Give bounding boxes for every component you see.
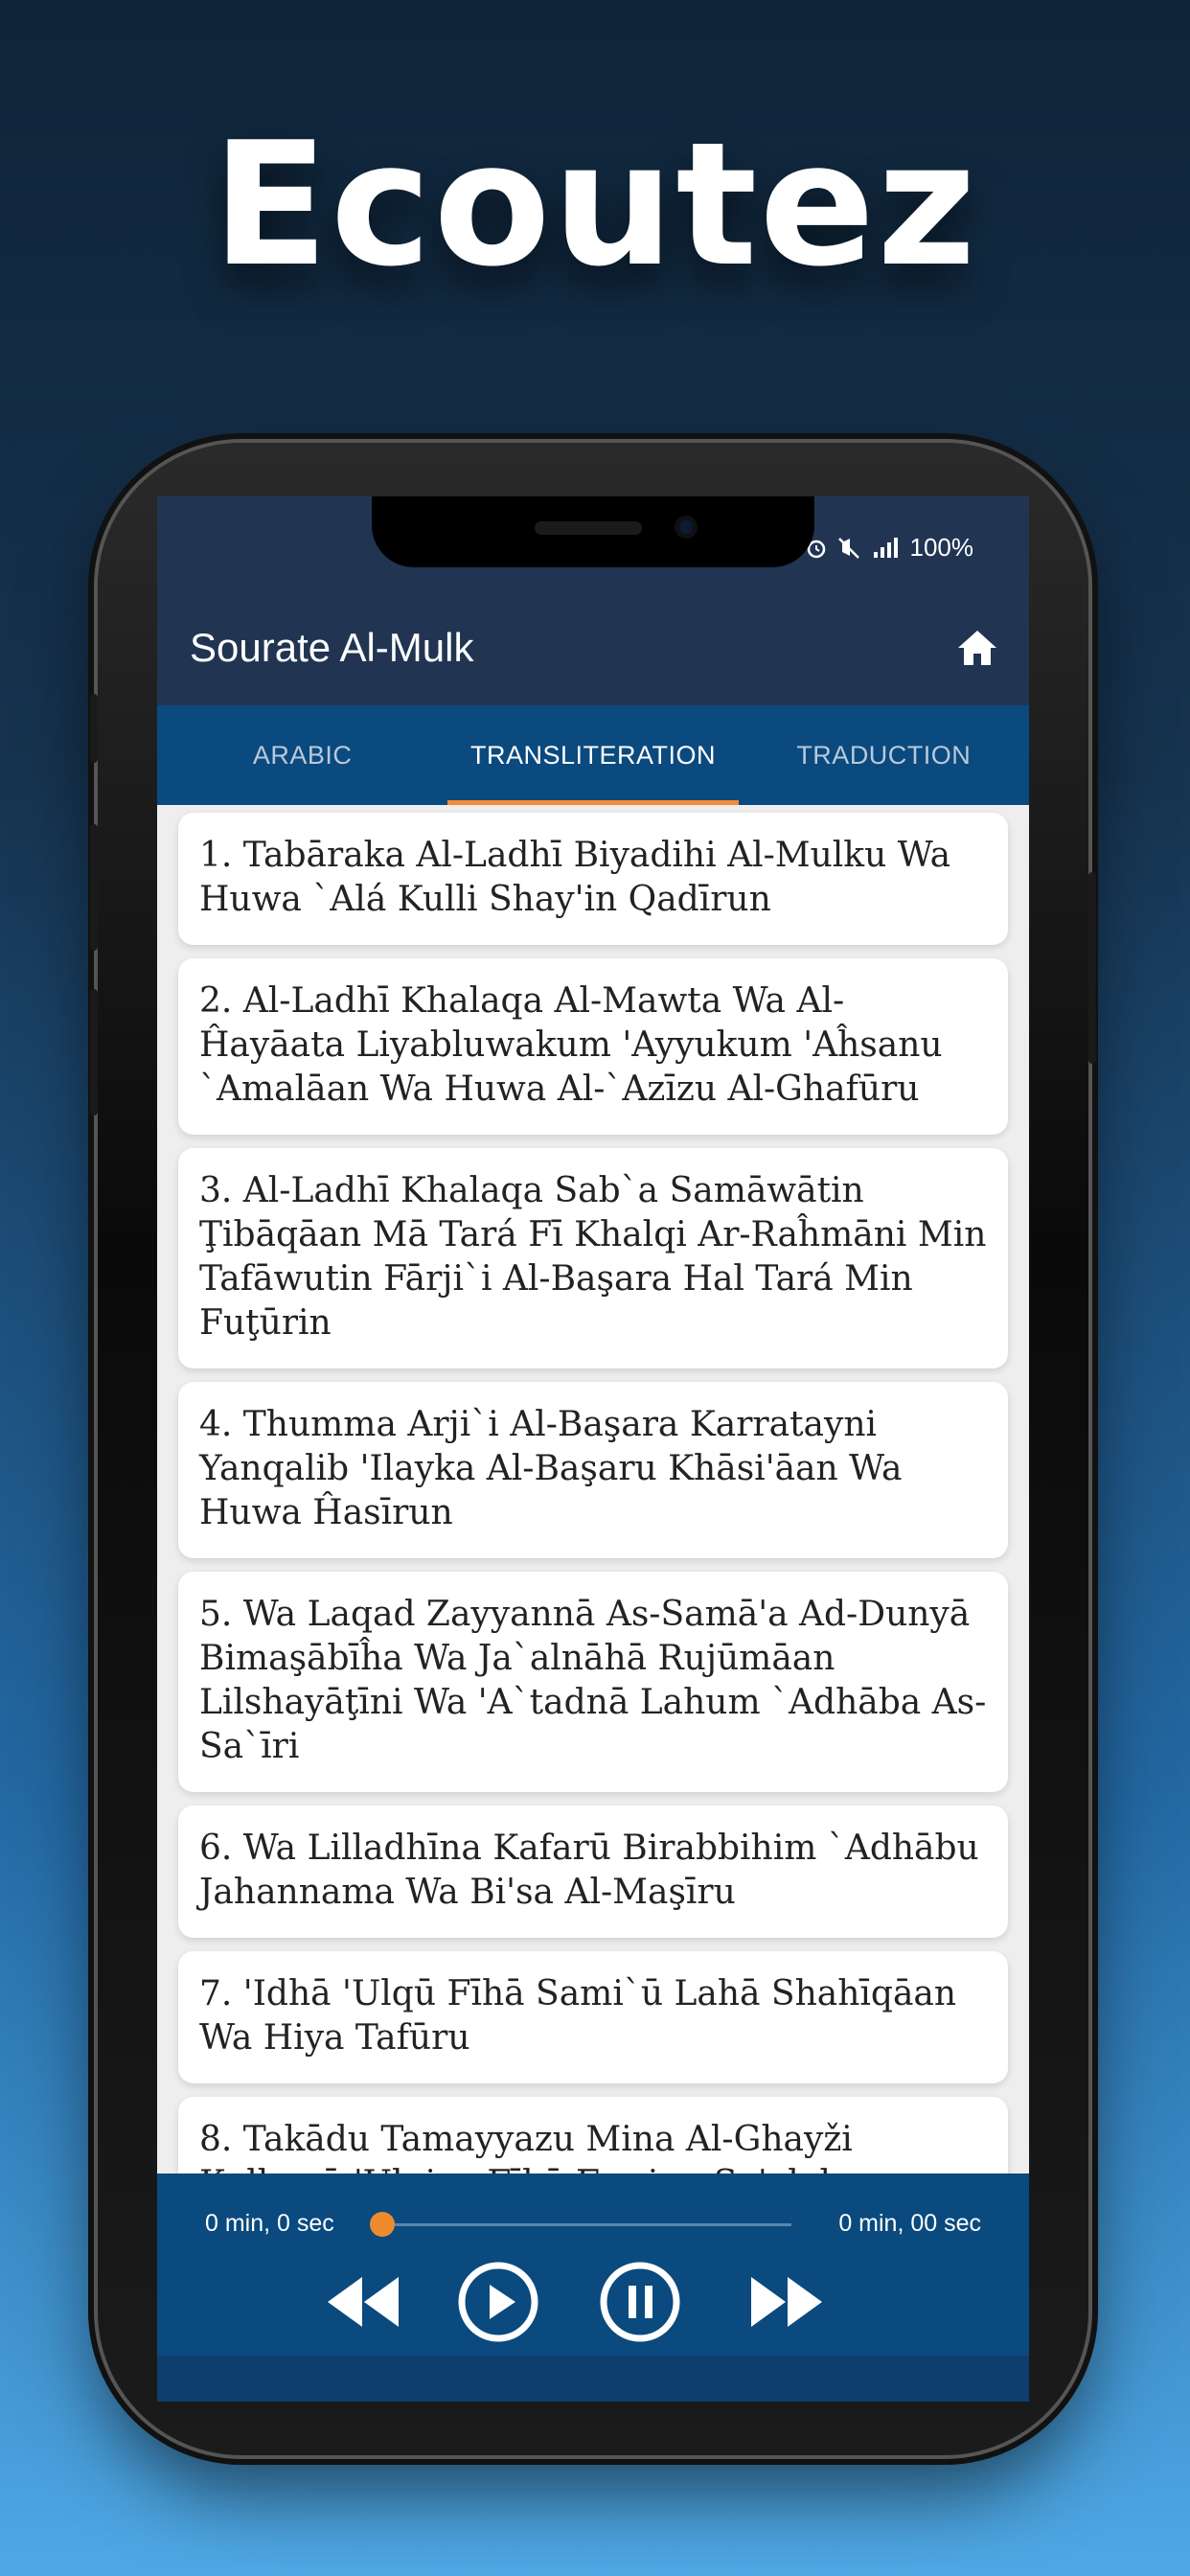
home-icon[interactable] [954,625,1000,671]
verse-card[interactable]: 7. 'Idhā 'Ulqū Fīhā Sami`ū Lahā Shahīqāan Wa Hiya Tafūru [178,1951,1008,2083]
verse-card[interactable]: 6. Wa Lilladhīna Kafarū Birabbihim `Adhābu Jahannama Wa Bi'sa Al-Maşīru [178,1806,1008,1938]
rewind-icon[interactable] [318,2256,410,2348]
front-camera [675,516,698,539]
verse-card[interactable]: 4. Thumma Arji`i Al-Başara Karratayni Yanqalib 'Ilayka Al-Başaru Khāsi'āan Wa Huwa Ĥasīrun [178,1382,1008,1558]
audio-player [157,2174,1029,2356]
verse-card[interactable]: 5. Wa Laqad Zayyannā As-Samā'a Ad-Dunyā Bimaşābīĥa Wa Ja`alnāhā Rujūmāan Lilshayāţīni Wa 'A`tadnā Lahum `Adhāba As-Sa`īri [178,1572,1008,1792]
player-controls [157,2256,1029,2352]
battery-level: 100% [909,533,973,562]
verse-card[interactable]: 8. Takādu Tamayyazu Mina Al-Ghayži [178,2097,1008,2229]
notch [372,496,814,567]
pause-icon[interactable] [594,2256,686,2348]
fast-forward-icon[interactable] [740,2256,832,2348]
power-button [1088,872,1096,1064]
phone-screen [157,496,1029,2402]
headline: Ecoutez [212,105,978,304]
verse-card[interactable]: 1. Tabāraka Al-Ladhī Biyadihi Al-Mulku Wa Huwa `Alá Kulli Shay'in Qadīrun [178,813,1008,945]
phone-frame [98,443,1088,2455]
volume-up-button [90,824,98,951]
seek-thumb[interactable] [370,2212,395,2237]
status-icons [805,533,974,563]
app-title: Sourate Al-Mulk [190,625,474,670]
seek-track[interactable] [379,2223,791,2226]
volume-down-button [90,989,98,1116]
verse-list[interactable] [157,805,1029,2174]
system-nav-bar [157,2356,1029,2402]
tab-traduction[interactable]: TRADUCTION [796,741,972,770]
play-icon[interactable] [452,2256,544,2348]
tab-arabic[interactable]: ARABIC [252,741,353,770]
elapsed-time: 0 min, 0 sec [205,2210,334,2237]
verse-card[interactable]: 2. Al-Ladhī Khalaqa Al-Mawta Wa Al-Ĥayāata Liyabluwakum 'Ayyukum 'Aĥsanu `Amalāan Wa Huwa Al-`Azīzu Al-Ghafūru [178,958,1008,1135]
app-bar [157,590,1029,705]
silent-switch [90,694,98,763]
signal-icon [872,537,901,560]
tab-bar [157,705,1029,805]
tab-transliteration[interactable]: TRANSLITERATION [447,705,738,805]
total-time: 0 min, 00 sec [838,2210,981,2237]
mute-icon [837,537,862,560]
verse-card[interactable]: 3. Al-Ladhī Khalaqa Sab`a Samāwātin Ţibāqāan Mā Tará Fī Khalqi Ar-Raĥmāni Min Tafāwutin Fārji`i Al-Başara Hal Tará Min Fuţūrin [178,1148,1008,1368]
speaker-grille [535,521,642,535]
